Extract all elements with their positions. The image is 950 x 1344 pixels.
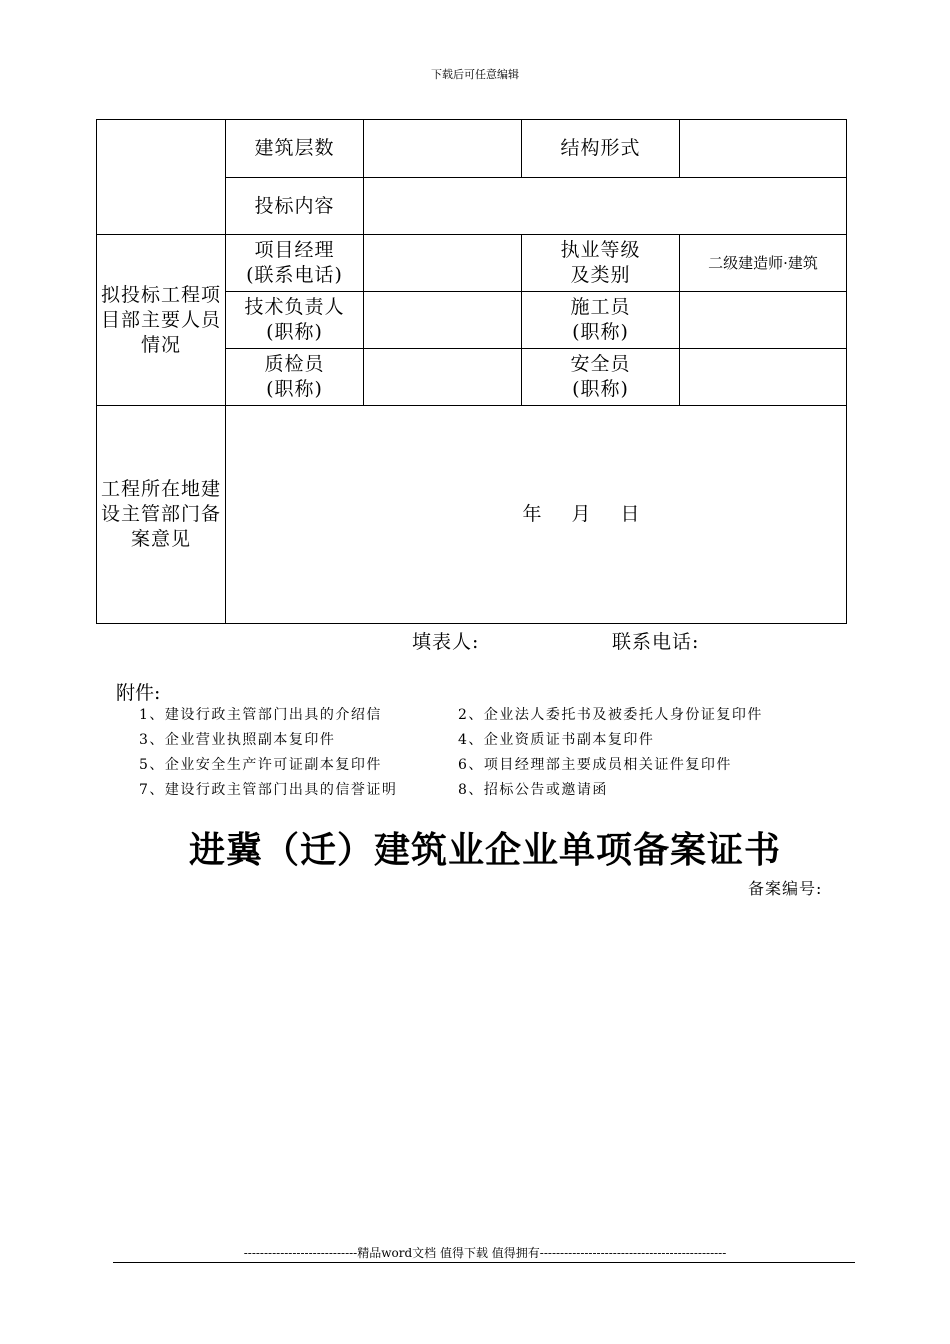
- qc-value[interactable]: [364, 349, 522, 406]
- builder-value[interactable]: [680, 292, 847, 349]
- attachment-item: 6、项目经理部主要成员相关证件复印件: [458, 757, 732, 773]
- qc-label-line2: (职称): [266, 378, 323, 400]
- date-day: 日: [620, 503, 640, 525]
- attachments-title: 附件:: [116, 682, 161, 704]
- tech-value[interactable]: [364, 292, 522, 349]
- structure-label: 结构形式: [522, 120, 680, 178]
- date-line: [226, 502, 846, 527]
- record-number-label: 备案编号:: [748, 879, 823, 898]
- bid-content-value[interactable]: [364, 178, 847, 235]
- builder-label-line1: 施工员: [570, 296, 631, 318]
- filing-form-table: [96, 119, 847, 624]
- attachment-item: 7、建设行政主管部门出具的信誉证明: [139, 782, 398, 798]
- floors-label: 建筑层数: [226, 120, 364, 178]
- pm-value[interactable]: [364, 235, 522, 292]
- safety-value[interactable]: [680, 349, 847, 406]
- floors-value[interactable]: [364, 120, 522, 178]
- safety-label: [522, 349, 680, 406]
- grade-label-line2: 及类别: [570, 264, 631, 286]
- grade-value[interactable]: 二级建造师·建筑: [680, 235, 847, 292]
- personnel-section-text: 拟投标工程项目部主要人员情况: [101, 283, 222, 356]
- tech-label-line2: (职称): [266, 321, 323, 343]
- date-month: 月: [571, 503, 591, 525]
- authority-opinion-cell[interactable]: [226, 406, 847, 624]
- bid-content-label: 投标内容: [226, 178, 364, 235]
- attachment-item: 5、企业安全生产许可证副本复印件: [139, 757, 382, 773]
- contact-phone-label: 联系电话:: [612, 631, 700, 653]
- certificate-title: 进冀（迁）建筑业企业单项备案证书: [188, 830, 781, 871]
- authority-label-text: 工程所在地建设主管部门备案意见: [101, 478, 222, 550]
- safety-label-line1: 安全员: [570, 353, 631, 375]
- pm-label: [226, 235, 364, 292]
- attachment-item: 1、建设行政主管部门出具的介绍信: [139, 707, 382, 723]
- attachment-item: 3、企业营业执照副本复印件: [139, 732, 336, 748]
- builder-label-line2: (职称): [572, 321, 629, 343]
- filler-label: 填表人:: [412, 631, 480, 653]
- pm-label-line2: (联系电话): [246, 264, 343, 286]
- safety-label-line2: (职称): [572, 378, 629, 400]
- grade-label-line1: 执业等级: [560, 239, 641, 261]
- attachment-item: 8、招标公告或邀请函: [458, 782, 608, 798]
- blank-left-cell: [97, 120, 226, 235]
- grade-label: [522, 235, 680, 292]
- tech-label-line1: 技术负责人: [244, 296, 345, 318]
- structure-value[interactable]: [680, 120, 847, 178]
- header-note: 下载后可任意编辑: [431, 68, 519, 81]
- attachment-item: 4、企业资质证书副本复印件: [458, 732, 655, 748]
- authority-label: [97, 406, 226, 624]
- tech-label: [226, 292, 364, 349]
- personnel-section-label: [97, 235, 226, 406]
- date-year: 年: [522, 503, 542, 525]
- qc-label: [226, 349, 364, 406]
- builder-label: [522, 292, 680, 349]
- attachment-item: 2、企业法人委托书及被委托人身份证复印件: [458, 707, 763, 723]
- footer-text: ----------------------------精品word文档 值得下载 值得拥有----------------------------------------------: [243, 1246, 727, 1260]
- footer-divider: [113, 1262, 855, 1263]
- qc-label-line1: 质检员: [264, 353, 325, 375]
- pm-label-line1: 项目经理: [254, 239, 335, 261]
